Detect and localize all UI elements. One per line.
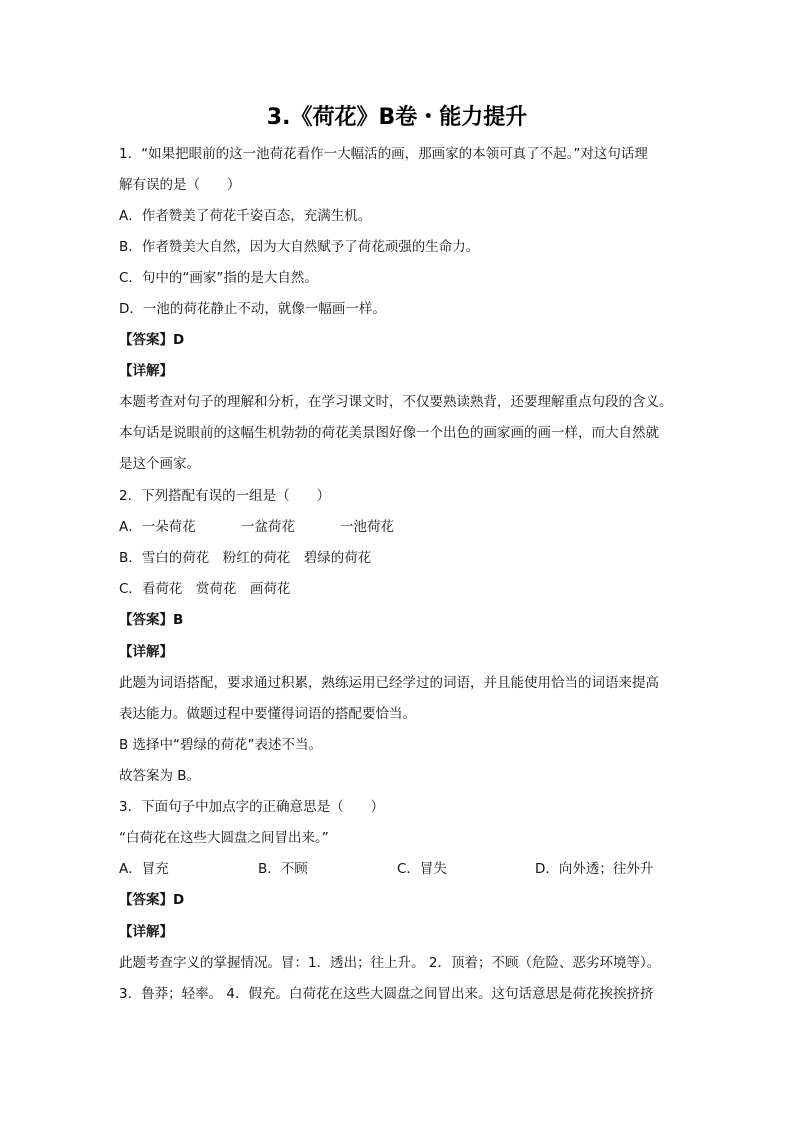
q2-explanation-line-3: B 选择中“碧绿的荷花”表述不当。 (119, 737, 323, 753)
q2-stem: 2．下列搭配有误的一组是（ ） (119, 488, 331, 504)
q2-explanation-line-4: 故答案为 B。 (119, 768, 201, 784)
q3-answer: 【答案】D (119, 892, 185, 908)
q3-option-d: D．向外透；往外升 (535, 861, 654, 877)
q3-explanation-line-1: 此题考查字义的掌握情况。冒：1．透出；往上升。 2．顶着；不顾（危险、恶劣环境等）。 (119, 955, 661, 971)
q3-option-b: B．不顾 (258, 861, 308, 877)
q2-option-a-part-1: A．一朵荷花 (119, 519, 196, 535)
q3-stem: 3．下面句子中加点字的正确意思是（ ） (119, 799, 385, 815)
q2-explanation-line-2: 表达能力。做题过程中要懂得词语的搭配要恰当。 (119, 706, 416, 722)
q2-option-a (119, 515, 684, 539)
q1-stem-line-2: 解有误的是（ ） (119, 177, 241, 193)
q3-options (119, 857, 684, 881)
q2-option-b: B．雪白的荷花 粉红的荷花 碧绿的荷花 (119, 550, 372, 566)
q3-detail-label: 【详解】 (119, 924, 173, 940)
q1-option-a: A．作者赞美了荷花千姿百态，充满生机。 (119, 208, 372, 224)
q2-explanation-line-1: 此题为词语搭配，要求通过积累，熟练运用已经学过的词语，并且能使用恰当的词语来提高 (119, 675, 659, 691)
q1-answer: 【答案】D (119, 332, 185, 348)
q1-stem-line-1: 1．“如果把眼前的这一池荷花看作一大幅活的画，那画家的本领可真了不起。”对这句话理 (119, 146, 648, 162)
q1-option-c: C．句中的“画家”指的是大自然。 (119, 270, 318, 286)
page-title: 3.《荷花》B卷・能力提升 (266, 105, 528, 130)
q2-answer: 【答案】B (119, 612, 184, 628)
q1-option-b: B．作者赞美大自然，因为大自然赋予了荷花顽强的生命力。 (119, 239, 480, 255)
q2-detail-label: 【详解】 (119, 644, 173, 660)
q1-explanation-line-2: 本句话是说眼前的这幅生机勃勃的荷花美景图好像一个出色的画家画的画一样，而大自然就 (119, 425, 659, 441)
q3-option-a: A．冒充 (119, 861, 169, 877)
q3-explanation-line-2: 3．鲁莽；轻率。 4．假充。白荷花在这些大圆盘之间冒出来。这句话意思是荷花挨挨挤挤 (119, 986, 654, 1002)
q2-option-a-part-2: 一盆荷花 (241, 519, 295, 535)
q3-sentence: “白荷花在这些大圆盘之间冒出来。” (119, 830, 329, 846)
q1-explanation-line-3: 是这个画家。 (119, 456, 200, 472)
q1-detail-label: 【详解】 (119, 363, 173, 379)
q1-explanation-line-1: 本题考查对句子的理解和分析，在学习课文时，不仅要熟读熟背，还要理解重点句段的含义。 (119, 394, 673, 410)
q3-option-c: C．冒失 (397, 861, 447, 877)
q2-option-c: C．看荷花 赏荷花 画荷花 (119, 581, 291, 597)
q1-option-d: D．一池的荷花静止不动，就像一幅画一样。 (119, 301, 386, 317)
q2-option-a-part-3: 一池荷花 (340, 519, 394, 535)
